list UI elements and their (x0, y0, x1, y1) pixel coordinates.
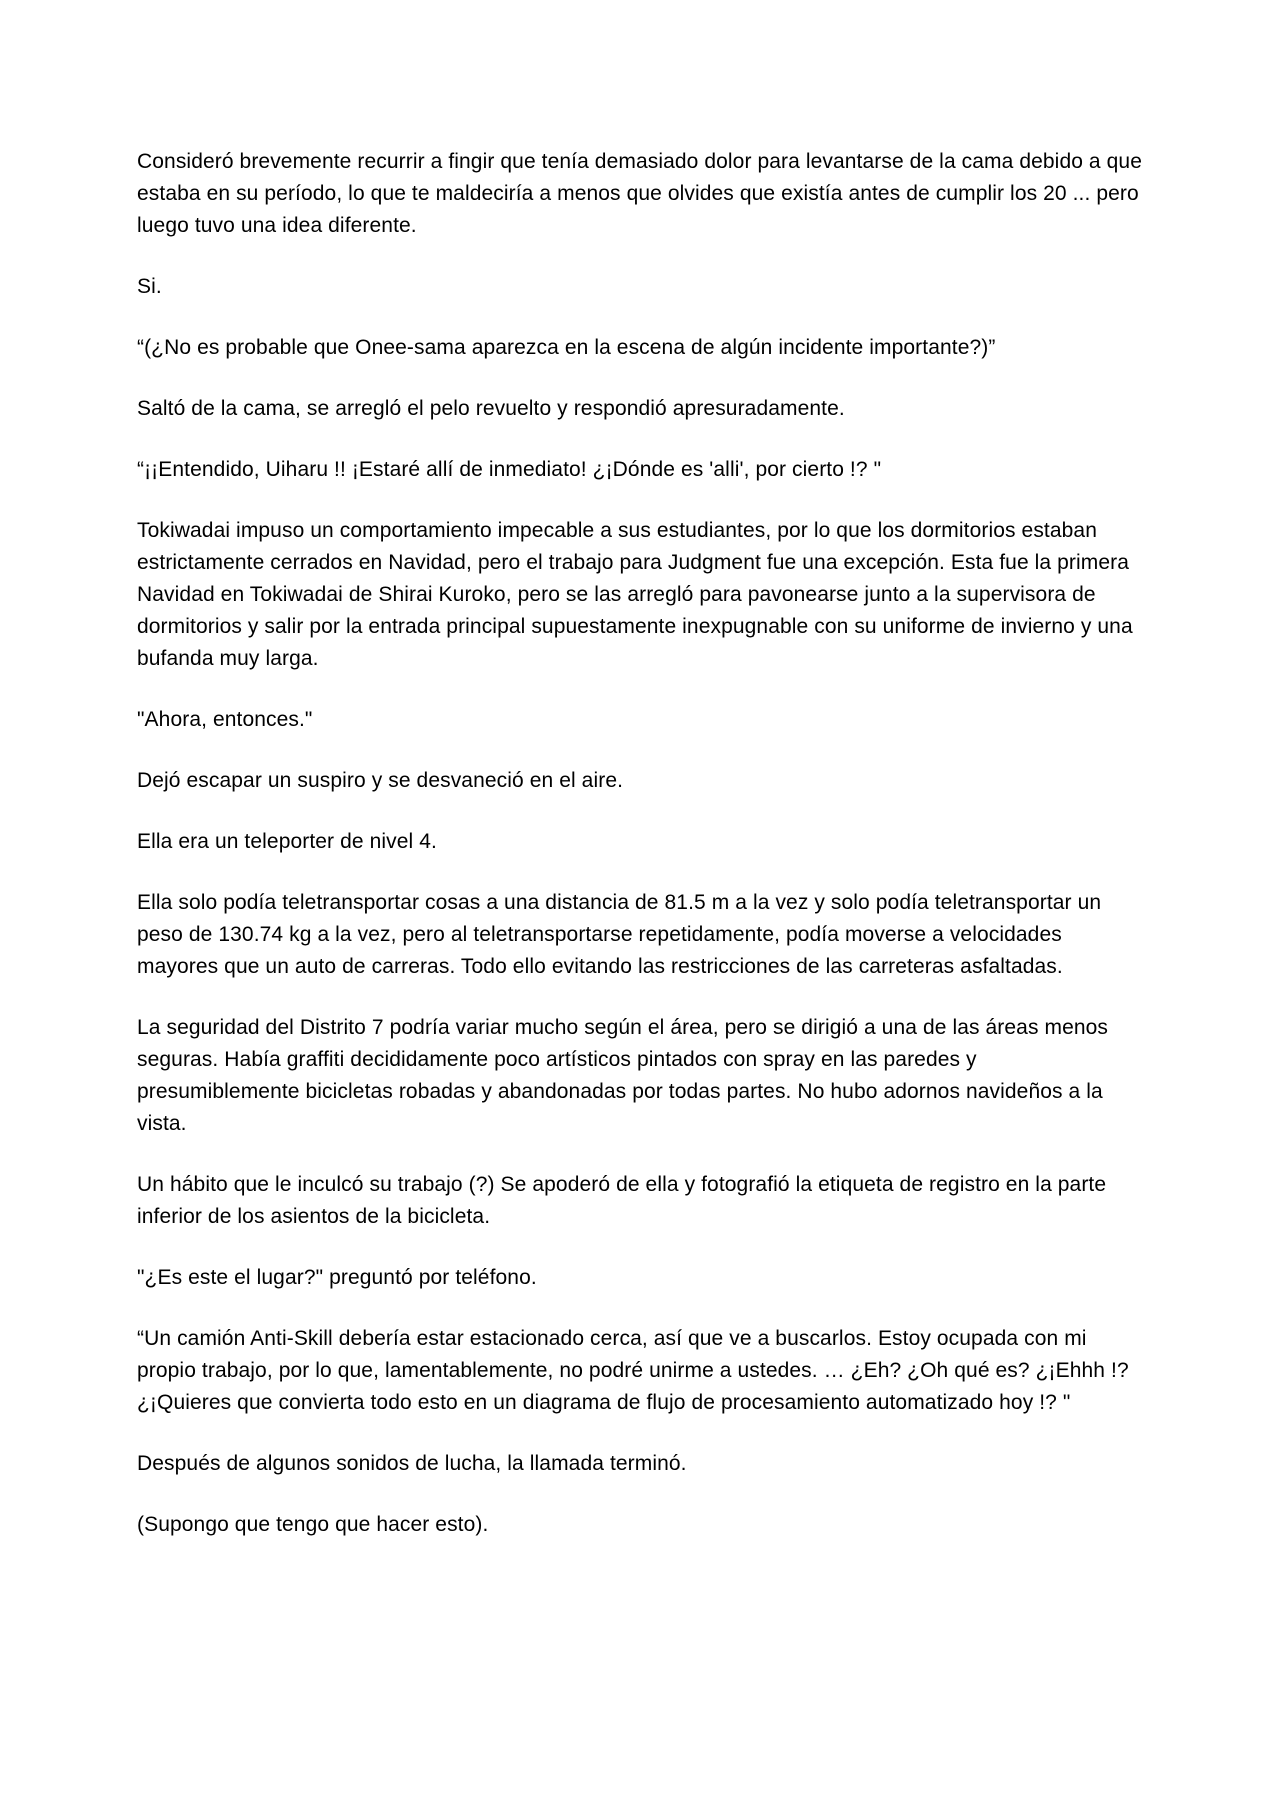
paragraph: Después de algunos sonidos de lucha, la llamada terminó. (137, 1452, 687, 1475)
paragraph: Si. (137, 275, 162, 298)
paragraph: (Supongo que tengo que hacer esto). (137, 1513, 489, 1536)
paragraph: Consideró brevemente recurrir a fingir que tenía demasiado dolor para levantarse de la cama debido a que estaba en su período, lo que te maldeciría a menos que olvides que existía antes de cumplir los 20 ... pero luego tuvo una idea diferente. (137, 150, 1142, 237)
paragraph: Un hábito que le inculcó su trabajo (?) Se apoderó de ella y fotografió la etiqueta de registro en la parte inferior de los asientos de la bicicleta. (137, 1173, 1107, 1228)
paragraph: “(¿No es probable que Onee-sama aparezca en la escena de algún incidente importante?)” (137, 336, 996, 359)
paragraph: "Ahora, entonces." (137, 708, 313, 731)
paragraph: "¿Es este el lugar?" preguntó por teléfono. (137, 1266, 537, 1289)
paragraph: Tokiwadai impuso un comportamiento impecable a sus estudiantes, por lo que los dormitorios estaban estrictamente cerrados en Navidad, pero el trabajo para Judgment fue una excepción. Esta fue la primera Navidad en Tokiwadai de Shirai Kuroko, pero se las arregló para pavonearse junto a la supervisora de dormitorios y salir por la entrada principal supuestamente inexpugnable con su uniforme de invierno y una bufanda muy larga. (137, 519, 1133, 670)
paragraph: Dejó escapar un suspiro y se desvaneció en el aire. (137, 769, 624, 792)
paragraph: Saltó de la cama, se arregló el pelo revuelto y respondió apresuradamente. (137, 397, 845, 420)
paragraph: La seguridad del Distrito 7 podría variar mucho según el área, pero se dirigió a una de las áreas menos seguras. Había graffiti decididamente poco artísticos pintados con spray en las paredes y presumiblemente bicicletas robadas y abandonadas por todas partes. No hubo adornos navideños a la vista. (137, 1016, 1109, 1135)
paragraph: Ella solo podía teletransportar cosas a una distancia de 81.5 m a la vez y solo podía teletransportar un peso de 130.74 kg a la vez, pero al teletransportarse repetidamente, podía moverse a velocidades mayores que un auto de carreras. Todo ello evitando las restricciones de las carreteras asfaltadas. (137, 891, 1102, 978)
paragraph: “¡¡Entendido, Uiharu !! ¡Estaré allí de inmediato! ¿¡Dónde es 'alli', por cierto !? " (137, 458, 882, 481)
paragraph: “Un camión Anti-Skill debería estar estacionado cerca, así que ve a buscarlos. Estoy ocupada con mi propio trabajo, por lo que, lamentablemente, no podré unirme a ustedes. … ¿Eh? ¿Oh qué es? ¿¡Ehhh !? ¿¡Quieres que convierta todo esto en un diagrama de flujo de procesamiento automatizado hoy !? " (137, 1327, 1129, 1414)
document-body (137, 146, 1145, 1541)
paragraph: Ella era un teleporter de nivel 4. (137, 830, 437, 853)
